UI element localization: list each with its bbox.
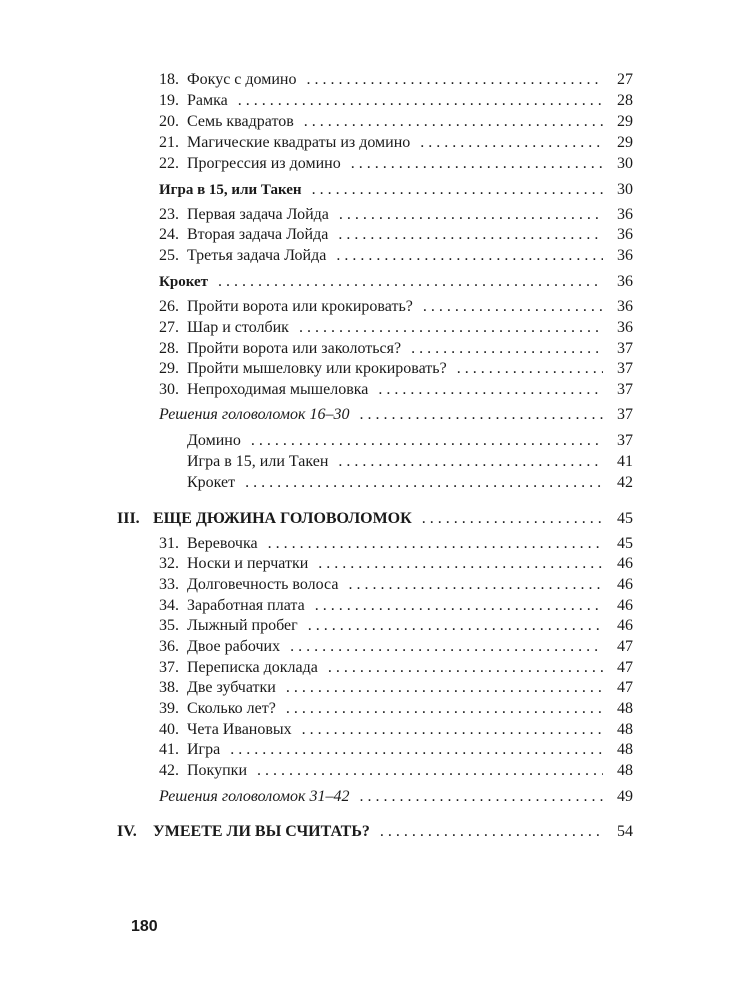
dot-leader — [351, 153, 603, 174]
entry-title: Домино — [187, 432, 241, 449]
entry-number: 29. — [159, 360, 179, 377]
dot-leader — [218, 271, 603, 292]
toc-entry — [159, 719, 633, 740]
entry-page: 45 — [617, 535, 633, 552]
entry-title: Рамка — [187, 92, 228, 109]
dot-leader — [457, 358, 603, 379]
entry-title: Крокет — [159, 274, 209, 290]
entry-page: 45 — [617, 510, 633, 527]
entry-page: 47 — [617, 679, 633, 696]
toc-entry — [159, 657, 633, 678]
dot-leader — [423, 296, 603, 317]
entry-page: 42 — [617, 474, 633, 491]
dot-leader — [286, 677, 603, 698]
dot-leader — [257, 760, 603, 781]
dot-leader — [422, 508, 603, 529]
toc-entry — [187, 430, 633, 451]
toc-entry — [117, 821, 633, 842]
entry-page: 48 — [617, 741, 633, 758]
toc-entry — [159, 338, 633, 359]
dot-leader — [308, 615, 603, 636]
dot-leader — [338, 451, 603, 472]
dot-leader — [286, 698, 603, 719]
entry-page: 37 — [617, 406, 633, 423]
entry-title: Игра в 15, или Такен — [187, 453, 329, 470]
toc-entry — [159, 358, 633, 379]
entry-number: 32. — [159, 555, 179, 572]
toc-entry — [159, 224, 633, 245]
entry-number: 42. — [159, 762, 179, 779]
entry-title: Переписка доклада — [187, 659, 318, 676]
toc-entry — [159, 760, 633, 781]
dot-leader — [378, 379, 603, 400]
toc-entry — [159, 595, 633, 616]
entry-title: Решения головоломок 31–42 — [159, 788, 350, 805]
entry-number: 27. — [159, 319, 179, 336]
dot-leader — [251, 430, 603, 451]
dot-leader — [328, 657, 603, 678]
entry-title: Двое рабочих — [187, 638, 281, 655]
toc-entry — [159, 615, 633, 636]
entry-title: Фокус с домино — [187, 71, 297, 88]
entry-page: 41 — [617, 453, 633, 470]
entry-page: 28 — [617, 92, 633, 109]
entry-page: 54 — [617, 823, 633, 840]
entry-title: Третья задача Лойда — [187, 247, 327, 264]
dot-leader — [306, 69, 603, 90]
entry-page: 27 — [617, 71, 633, 88]
entry-title: Крокет — [187, 474, 236, 491]
dot-leader — [299, 317, 603, 338]
entry-page: 30 — [617, 155, 633, 172]
entry-title: Покупки — [187, 762, 247, 779]
entry-title: Прогрессия из домино — [187, 155, 341, 172]
entry-number: 31. — [159, 535, 179, 552]
dot-leader — [304, 111, 603, 132]
entry-title: Носки и перчатки — [187, 555, 309, 572]
entry-title: Шар и столбик — [187, 319, 289, 336]
dot-leader — [315, 595, 603, 616]
entry-page: 46 — [617, 555, 633, 572]
entry-title: Пройти мышеловку или крокировать? — [187, 360, 447, 377]
dot-leader — [238, 90, 603, 111]
toc-entry — [159, 553, 633, 574]
entry-page: 36 — [617, 319, 633, 336]
toc-entry — [159, 574, 633, 595]
entry-number: 36. — [159, 638, 179, 655]
toc-entry — [159, 404, 633, 425]
entry-number: 19. — [159, 92, 179, 109]
toc-entry — [159, 296, 633, 317]
dot-leader — [380, 821, 603, 842]
entry-title: УМЕЕТЕ ЛИ ВЫ СЧИТАТЬ? — [153, 823, 370, 840]
entry-title: Магические квадраты из домино — [187, 134, 411, 151]
entry-page: 37 — [617, 340, 633, 357]
entry-number: 18. — [159, 71, 179, 88]
entry-title: Чета Ивановых — [187, 721, 292, 738]
entry-title: Игра — [187, 741, 221, 758]
dot-leader — [359, 404, 603, 425]
entry-page: 36 — [617, 273, 633, 290]
entry-title: Первая задача Лойда — [187, 206, 329, 223]
entry-page: 29 — [617, 113, 633, 130]
entry-page: 37 — [617, 360, 633, 377]
entry-page: 48 — [617, 700, 633, 717]
entry-title: ЕЩЕ ДЮЖИНА ГОЛОВОЛОМОК — [153, 510, 412, 527]
entry-number: 40. — [159, 721, 179, 738]
entry-title: Пройти ворота или крокировать? — [187, 298, 413, 315]
dot-leader — [348, 574, 603, 595]
entry-page: 47 — [617, 659, 633, 676]
dot-leader — [420, 132, 603, 153]
entry-title: Игра в 15, или Такен — [159, 182, 302, 198]
entry-page: 36 — [617, 247, 633, 264]
entry-page: 29 — [617, 134, 633, 151]
toc-entry — [159, 317, 633, 338]
dot-leader — [290, 636, 603, 657]
toc-entry — [159, 132, 633, 153]
entry-page: 36 — [617, 206, 633, 223]
entry-title: Решения головоломок 16–30 — [159, 406, 350, 423]
entry-page: 37 — [617, 381, 633, 398]
toc-entry — [159, 739, 633, 760]
dot-leader — [359, 786, 603, 807]
entry-page: 48 — [617, 762, 633, 779]
entry-number: III. — [117, 510, 140, 527]
entry-number: 39. — [159, 700, 179, 717]
entry-title: Непроходимая мышеловка — [187, 381, 369, 398]
entry-title: Семь квадратов — [187, 113, 294, 130]
toc-entry — [159, 677, 633, 698]
toc-entry — [159, 379, 633, 400]
entry-number: 24. — [159, 226, 179, 243]
dot-leader — [318, 553, 603, 574]
toc-entry — [159, 179, 633, 200]
page-number: 180 — [131, 918, 158, 935]
entry-number: 25. — [159, 247, 179, 264]
entry-number: 34. — [159, 597, 179, 614]
entry-page: 36 — [617, 226, 633, 243]
toc-entry — [159, 111, 633, 132]
entry-title: Две зубчатки — [187, 679, 276, 696]
toc-entry — [159, 69, 633, 90]
entry-page: 48 — [617, 721, 633, 738]
entry-number: 22. — [159, 155, 179, 172]
entry-title: Пройти ворота или заколоться? — [187, 340, 402, 357]
entry-title: Долговечность волоса — [187, 576, 339, 593]
entry-page: 46 — [617, 617, 633, 634]
dot-leader — [245, 472, 603, 493]
entry-page: 37 — [617, 432, 633, 449]
entry-number: 28. — [159, 340, 179, 357]
toc-entry — [159, 786, 633, 807]
toc-entry — [187, 451, 633, 472]
dot-leader — [302, 719, 603, 740]
entry-title: Лыжный пробег — [187, 617, 298, 634]
dot-leader — [268, 533, 603, 554]
entry-page: 46 — [617, 597, 633, 614]
toc-entry — [159, 636, 633, 657]
toc-entry — [159, 204, 633, 225]
dot-leader — [339, 204, 603, 225]
dot-leader — [336, 245, 603, 266]
entry-number: 21. — [159, 134, 179, 151]
entry-title: Веревочка — [187, 535, 258, 552]
toc-entry — [159, 698, 633, 719]
entry-title: Заработная плата — [187, 597, 305, 614]
entry-page: 30 — [617, 181, 633, 198]
toc-entry — [159, 533, 633, 554]
entry-number: 41. — [159, 741, 179, 758]
entry-page: 36 — [617, 298, 633, 315]
toc-entry — [159, 245, 633, 266]
toc-entry — [159, 271, 633, 292]
entry-number: IV. — [117, 823, 137, 840]
entry-number: 35. — [159, 617, 179, 634]
entry-number: 20. — [159, 113, 179, 130]
toc-entry — [159, 153, 633, 174]
entry-number: 33. — [159, 576, 179, 593]
entry-number: 38. — [159, 679, 179, 696]
dot-leader — [230, 739, 603, 760]
entry-title: Сколько лет? — [187, 700, 276, 717]
entry-page: 47 — [617, 638, 633, 655]
dot-leader — [338, 224, 603, 245]
dot-leader — [411, 338, 603, 359]
dot-leader — [312, 179, 603, 200]
entry-number: 30. — [159, 381, 179, 398]
entry-number: 37. — [159, 659, 179, 676]
entry-number: 23. — [159, 206, 179, 223]
toc-entry — [117, 508, 633, 529]
toc-entry — [159, 90, 633, 111]
entry-page: 49 — [617, 788, 633, 805]
entry-title: Вторая задача Лойда — [187, 226, 329, 243]
entry-number: 26. — [159, 298, 179, 315]
toc-entry — [187, 472, 633, 493]
entry-page: 46 — [617, 576, 633, 593]
